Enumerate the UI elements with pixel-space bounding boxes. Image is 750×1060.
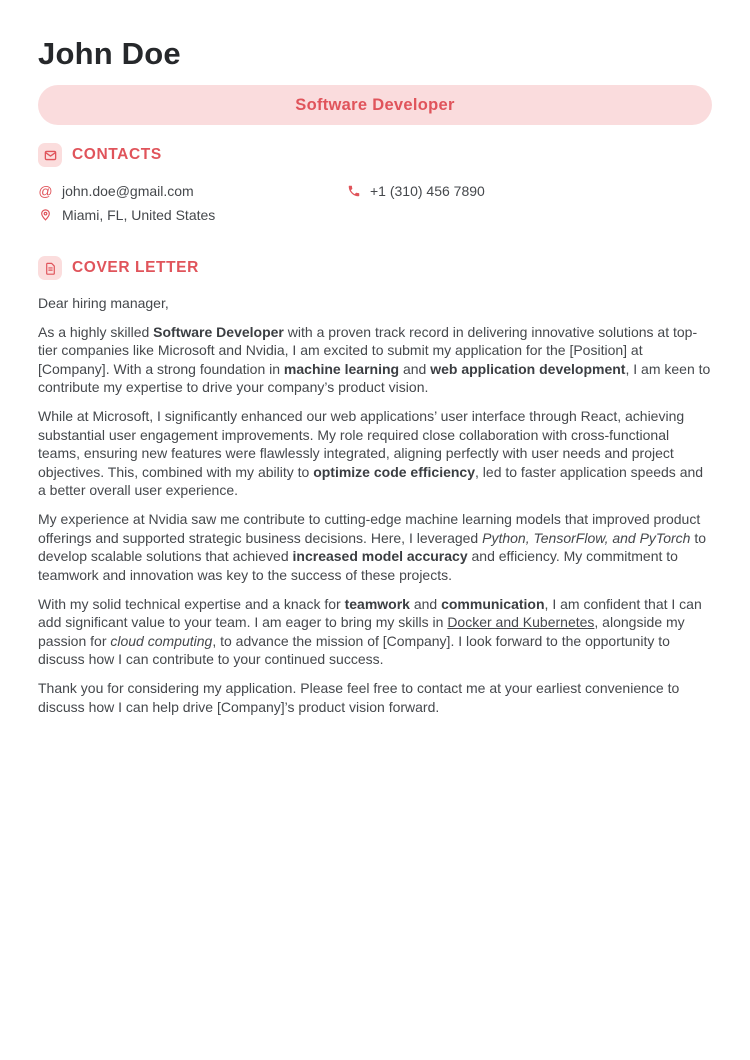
contact-location[interactable] bbox=[38, 207, 346, 223]
location-pin-icon bbox=[38, 208, 53, 223]
candidate-name: John Doe bbox=[38, 36, 181, 71]
contacts-list bbox=[38, 183, 712, 223]
cover-letter-section-heading bbox=[38, 256, 712, 280]
contacts-heading: CONTACTS bbox=[72, 146, 162, 163]
letter-paragraph: While at Microsoft, I significantly enhanced our web applications’ user interface through React, achieving substantial user engagement improvements. My role required close collaboration with cross-functional teams, ensuring new features were flawlessly integrated, aligning perfectly with user needs and project objectives. This, combined with my ability to optimize code efficiency, led to faster application speeds and a better overall user experience. bbox=[38, 408, 704, 499]
envelope-icon bbox=[38, 143, 62, 167]
job-title: Software Developer bbox=[295, 95, 455, 114]
cover-letter-body bbox=[38, 294, 712, 716]
contact-phone[interactable] bbox=[346, 183, 712, 199]
letter-paragraph: My experience at Nvidia saw me contribute to cutting-edge machine learning models that improved product offerings and supported strategic business decisions. Here, I leveraged Python, TensorFlow, and PyTorch to develop scalable solutions that achieved increased model accuracy and efficiency. My commitment to teamwork and innovation was key to the success of these projects. bbox=[38, 511, 707, 583]
letter-paragraph: As a highly skilled Software Developer with a proven track record in delivering innovative solutions at top-tier companies like Microsoft and Nvidia, I am excited to submit my application for the [Position] at [Company]. With a strong foundation in machine learning and web application development, I am keen to contribute my expertise to drive your company’s product vision. bbox=[38, 323, 711, 396]
document-icon bbox=[38, 256, 62, 280]
phone-value: +1 (310) 456 7890 bbox=[370, 183, 485, 199]
job-title-banner bbox=[38, 85, 712, 125]
contact-email[interactable] bbox=[38, 183, 346, 199]
salutation: Dear hiring manager, bbox=[38, 295, 169, 311]
letter-paragraph: With my solid technical expertise and a knack for teamwork and communication, I am confident that I can add significant value to your team. I am eager to bring my skills in Docker and Kubernetes, alongside my passion for cloud computing, to advance the mission of [Company]. I look forward to the opportunity to discuss how I can contribute to your continued success. bbox=[38, 595, 702, 668]
email-value: john.doe@gmail.com bbox=[62, 183, 194, 199]
cover-letter-heading: COVER LETTER bbox=[72, 259, 199, 276]
location-value: Miami, FL, United States bbox=[62, 207, 216, 223]
phone-icon bbox=[346, 184, 361, 199]
contacts-section-heading bbox=[38, 143, 712, 167]
letter-paragraph: Thank you for considering my application. Please feel free to contact me at your earliest convenience to discuss how I can help drive [Company]’s product vision forward. bbox=[38, 679, 680, 715]
at-icon: @ bbox=[38, 183, 53, 199]
